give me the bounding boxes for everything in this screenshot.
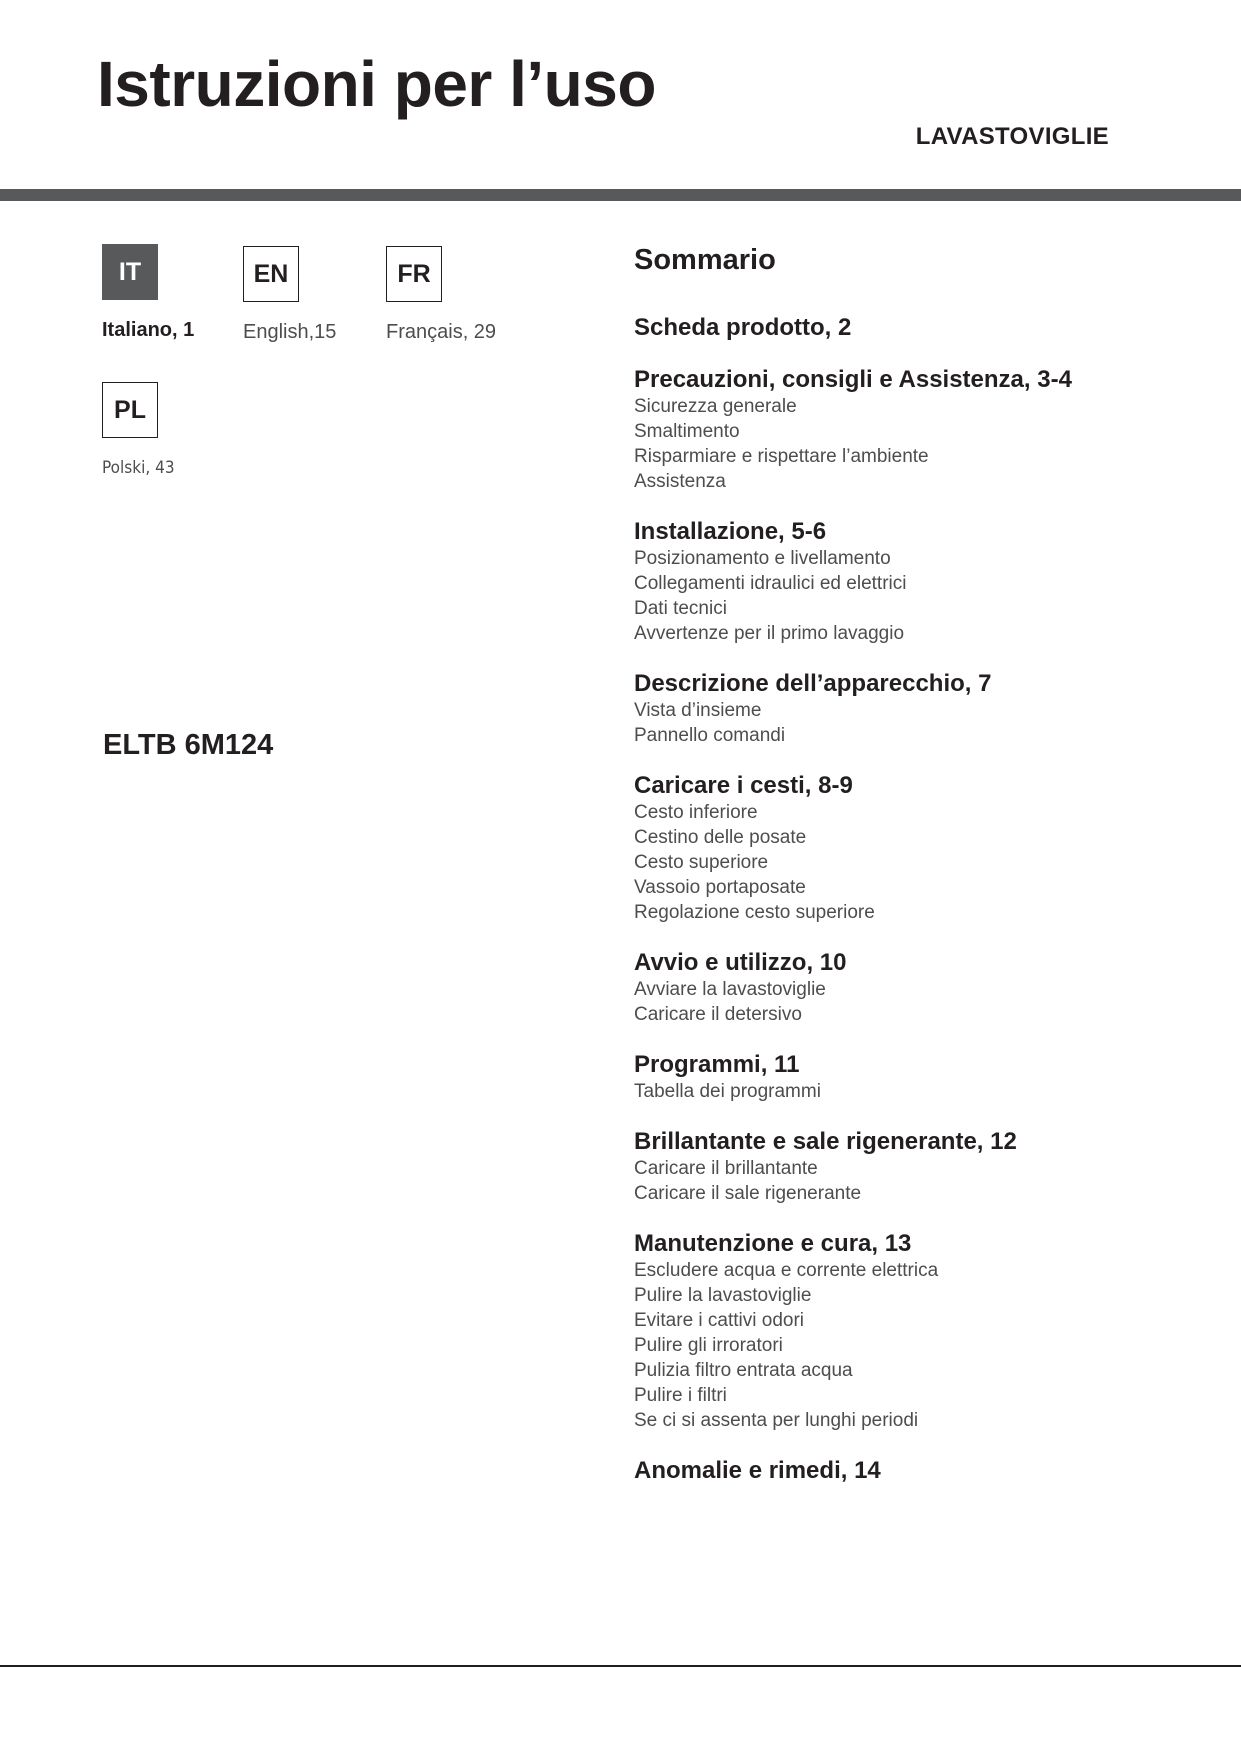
table-of-contents bbox=[634, 240, 1194, 1509]
toc-section bbox=[634, 670, 1194, 748]
toc-item[interactable]: Tabella dei programmi bbox=[634, 1081, 821, 1102]
language-label: Italiano, 1 bbox=[102, 319, 195, 341]
toc-heading[interactable]: Avvio e utilizzo, 10 bbox=[634, 949, 847, 976]
toc-item[interactable]: Collegamenti idraulici ed elettrici bbox=[634, 573, 907, 594]
toc-item[interactable]: Avvertenze per il primo lavaggio bbox=[634, 623, 905, 644]
toc-section bbox=[634, 518, 1194, 646]
language-code-badge[interactable]: PL bbox=[102, 382, 158, 438]
toc-item[interactable]: Caricare il detersivo bbox=[634, 1004, 802, 1025]
toc-item[interactable]: Cesto inferiore bbox=[634, 802, 758, 823]
toc-item[interactable]: Pulire gli irroratori bbox=[634, 1335, 783, 1356]
language-label: Français, 29 bbox=[386, 321, 497, 343]
toc-item[interactable]: Cesto superiore bbox=[634, 852, 769, 873]
toc-title: Sommario bbox=[634, 244, 776, 276]
toc-section bbox=[634, 1128, 1194, 1206]
language-code-badge[interactable]: FR bbox=[386, 246, 442, 302]
language-code-badge[interactable]: IT bbox=[102, 244, 158, 300]
model-number: ELTB 6M124 bbox=[103, 729, 274, 761]
toc-heading[interactable]: Brillantante e sale rigenerante, 12 bbox=[634, 1128, 1017, 1155]
toc-section bbox=[634, 772, 1194, 925]
toc-heading[interactable]: Manutenzione e cura, 13 bbox=[634, 1230, 912, 1257]
toc-item[interactable]: Sicurezza generale bbox=[634, 396, 797, 417]
toc-item[interactable]: Pannello comandi bbox=[634, 725, 786, 746]
language-pl[interactable] bbox=[102, 382, 262, 480]
toc-item[interactable]: Vista d’insieme bbox=[634, 700, 762, 721]
toc-item[interactable]: Avviare la lavastoviglie bbox=[634, 979, 826, 1000]
toc-heading[interactable]: Anomalie e rimedi, 14 bbox=[634, 1457, 881, 1484]
toc-item[interactable]: Caricare il sale rigenerante bbox=[634, 1183, 862, 1204]
toc-heading[interactable]: Caricare i cesti, 8-9 bbox=[634, 772, 853, 799]
toc-item[interactable]: Risparmiare e rispettare l’ambiente bbox=[634, 446, 929, 467]
language-label: English,15 bbox=[243, 321, 337, 343]
toc-heading[interactable]: Programmi, 11 bbox=[634, 1051, 800, 1078]
toc-section bbox=[634, 949, 1194, 1027]
toc-section bbox=[634, 314, 1194, 342]
toc-item[interactable]: Escludere acqua e corrente elettrica bbox=[634, 1260, 939, 1281]
language-code-badge[interactable]: EN bbox=[243, 246, 299, 302]
toc-item[interactable]: Caricare il brillantante bbox=[634, 1158, 818, 1179]
toc-item[interactable]: Evitare i cattivi odori bbox=[634, 1310, 805, 1331]
language-fr[interactable] bbox=[386, 246, 546, 344]
toc-heading[interactable]: Descrizione dell’apparecchio, 7 bbox=[634, 670, 992, 697]
language-it[interactable] bbox=[102, 244, 262, 342]
footer-divider bbox=[0, 1665, 1241, 1667]
header-divider bbox=[0, 189, 1241, 201]
toc-heading[interactable]: Installazione, 5-6 bbox=[634, 518, 827, 545]
language-en[interactable] bbox=[243, 246, 403, 344]
toc-heading[interactable]: Precauzioni, consigli e Assistenza, 3-4 bbox=[634, 366, 1072, 393]
toc-section bbox=[634, 366, 1194, 494]
toc-item[interactable]: Pulire la lavastoviglie bbox=[634, 1285, 812, 1306]
toc-item[interactable]: Assistenza bbox=[634, 471, 726, 492]
toc-item[interactable]: Dati tecnici bbox=[634, 598, 727, 619]
toc-item[interactable]: Smaltimento bbox=[634, 421, 740, 442]
language-label: Polski, 43 bbox=[102, 458, 175, 478]
toc-item[interactable]: Pulire i filtri bbox=[634, 1385, 727, 1406]
page-title: Istruzioni per l’uso bbox=[97, 48, 656, 120]
toc-item[interactable]: Posizionamento e livellamento bbox=[634, 548, 891, 569]
toc-heading[interactable]: Scheda prodotto, 2 bbox=[634, 314, 852, 341]
toc-section bbox=[634, 1230, 1194, 1433]
product-type-label: LAVASTOVIGLIE bbox=[915, 123, 1109, 150]
toc-item[interactable]: Cestino delle posate bbox=[634, 827, 807, 848]
toc-section bbox=[634, 1457, 1194, 1485]
toc-item[interactable]: Vassoio portaposate bbox=[634, 877, 806, 898]
toc-item[interactable]: Regolazione cesto superiore bbox=[634, 902, 875, 923]
toc-item[interactable]: Se ci si assenta per lunghi periodi bbox=[634, 1410, 919, 1431]
toc-item[interactable]: Pulizia filtro entrata acqua bbox=[634, 1360, 853, 1381]
toc-section bbox=[634, 1051, 1194, 1104]
